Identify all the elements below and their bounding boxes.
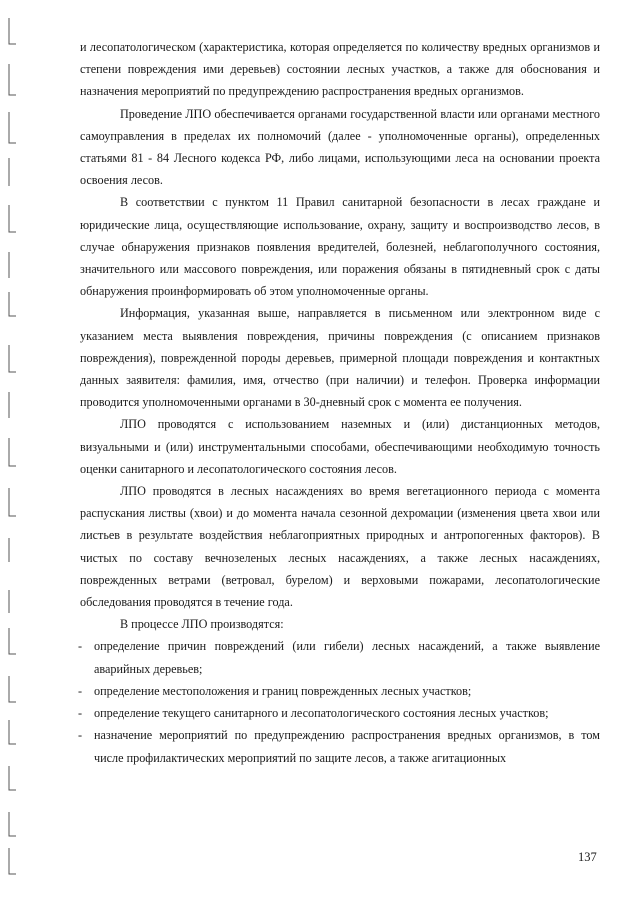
binding-mark (9, 345, 16, 372)
binding-mark (9, 112, 16, 143)
binding-mark (9, 488, 16, 516)
binding-mark (9, 292, 16, 316)
list-item-text: назначение мероприятий по предупреждению распространения вредных организмов, в том числе профилактических мероприятий по защите лесов, а также агитационных (94, 728, 600, 765)
list-item (80, 702, 600, 724)
list-item-text: определение текущего санитарного и лесопатологического состояния лесных участков; (94, 706, 549, 721)
list-item (80, 680, 600, 702)
paragraph: В соответствии с пунктом 11 Правил санитарной безопасности в лесах граждане и юридические лица, осуществляющие использование, охрану, защиту и воспроизводство лесов, в случае обнаружения признаков появления вредителей, болезней, неблагополучного состояния, значительного или массового повреждения, или поражения обязаны в пятидневный срок с даты обнаружения проинформировать об этом уполномоченные органы. (80, 195, 600, 299)
list-marker: - (78, 639, 83, 654)
binding-mark (9, 64, 16, 95)
list-item-text: определение местоположения и границ поврежденных лесных участков; (94, 683, 472, 698)
paragraph: ЛПО проводятся в лесных насаждениях во время вегетационного периода с момента распускания листвы (хвои) и до момента начала сезонной дехромации (изменения цвета хвои или листьев в результате воздействия неблагоприятных природных и антропогенных факторов). В чистых по составу вечнозеленых лесных насаждениях, а также лесных насаждениях, поврежденных ветрами (ветровал, бурелом) и верховыми пожарами, лесопатологические обследования проводятся в течение года. (80, 484, 600, 610)
scan-margin-marks (0, 0, 30, 905)
list-marker: - (78, 683, 83, 698)
paragraph: Проведение ЛПО обеспечивается органами государственной власти или органами местного самоуправления в пределах их полномочий (далее - уполномоченные органы), определенных статьями 81 - 84 Лесного кодекса РФ, либо лицами, использующими леса на основании проекта освоения лесов. (80, 106, 600, 188)
binding-mark (9, 848, 16, 874)
bullet-list (80, 635, 600, 768)
list-item (80, 724, 600, 768)
list-marker: - (78, 728, 83, 743)
paragraph: Информация, указанная выше, направляется в письменном или электронном виде с указанием места выявления повреждения, причины повреждения (с описанием признаков повреждения), поврежденной породы деревьев, примерной площади повреждения и контактных данных заявителя: фамилия, имя, отчество (при наличии) и телефон. Проверка информации проводится уполномоченными органами в 30-дневный срок с момента ее получения. (80, 306, 600, 410)
page-number: 137 (578, 850, 597, 864)
body-text (80, 36, 600, 769)
list-item (80, 635, 600, 679)
binding-mark (9, 438, 16, 466)
paragraph: ЛПО проводятся с использованием наземных и (или) дистанционных методов, визуальными и (или) инструментальными способами, обеспечивающими необходимую точность оценки санитарного и лесопатологического состояния лесов. (80, 417, 600, 476)
list-item-text: определение причин повреждений (или гибели) лесных насаждений, а также выявление аварийных деревьев; (94, 639, 600, 676)
binding-mark (9, 812, 16, 836)
list-intro: В процессе ЛПО производятся: (120, 617, 284, 632)
list-marker: - (78, 706, 83, 721)
binding-mark (9, 205, 16, 232)
binding-mark (9, 766, 16, 790)
binding-mark (9, 720, 16, 744)
binding-mark (9, 676, 16, 702)
paragraph: и лесопатологическом (характеристика, которая определяется по количеству вредных организмов и степени повреждения ими деревьев) состоянии лесных участков, а также для обоснования и назначения мероприятий по предупреждению распространения вредных организмов. (80, 40, 600, 99)
binding-mark (9, 628, 16, 654)
binding-mark (9, 18, 16, 44)
